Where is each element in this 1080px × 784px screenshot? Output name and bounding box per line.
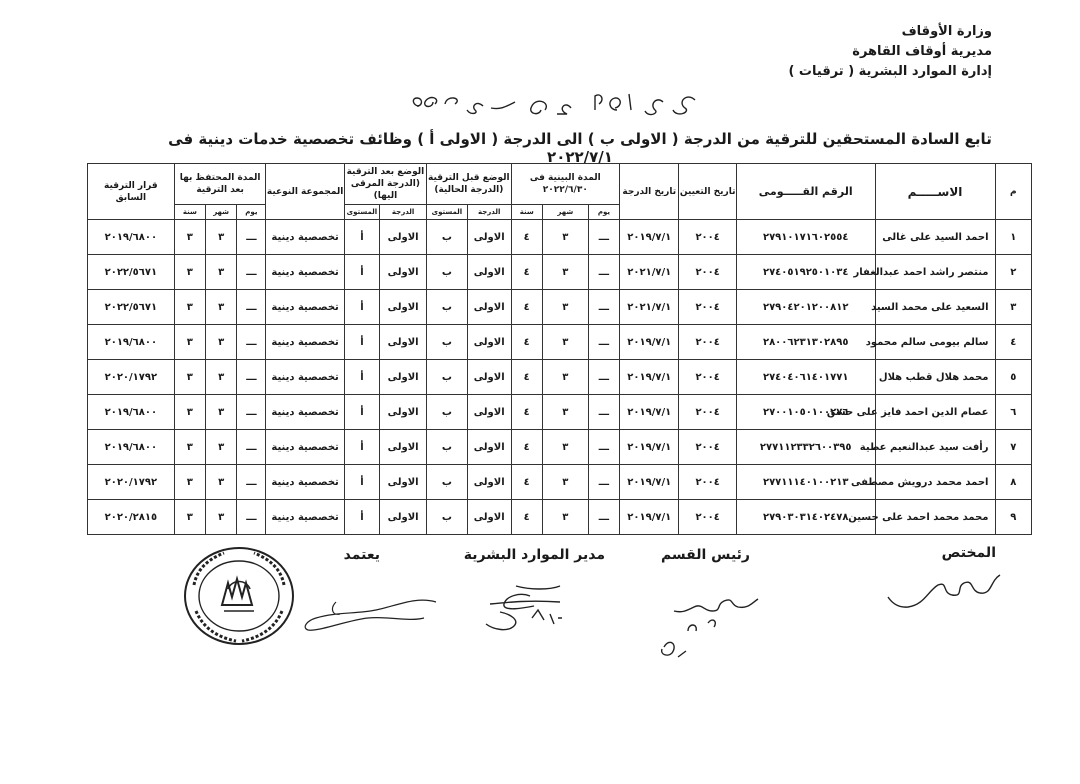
cell-retained-year: ٣ [174, 360, 205, 395]
cell-name: عصام الدين احمد فايز على حسن [875, 395, 995, 430]
cell-m: ٩ [995, 500, 1032, 535]
table-row [88, 325, 1032, 360]
cell-appointment-date: ٢٠٠٤ [679, 395, 736, 430]
cell-after-level: أ [344, 290, 379, 325]
cell-interval-month: ٣ [542, 430, 588, 465]
cell-before-grade: الاولى [467, 465, 511, 500]
cell-before-level: ب [427, 430, 468, 465]
cell-group: تخصصية دينية [266, 255, 344, 290]
cell-appointment-date: ٢٠٠٤ [679, 430, 736, 465]
cell-prev-decision: ٢٠١٩/٦٨٠٠ [88, 220, 175, 255]
header-line-directorate: مديرية أوقاف القاهرة [852, 44, 992, 59]
cell-interval-month: ٣ [542, 255, 588, 290]
cell-before-level: ب [427, 220, 468, 255]
table-row [88, 360, 1032, 395]
cell-retained-year: ٣ [174, 395, 205, 430]
cell-after-level: أ [344, 465, 379, 500]
cell-national-id: ٢٧٩٠٤٢٠١٢٠٠٨١٢ [736, 290, 875, 325]
cell-after-grade: الاولى [380, 395, 427, 430]
cell-interval-month: ٣ [542, 220, 588, 255]
cell-after-level: أ [344, 220, 379, 255]
cell-national-id: ٢٧٤٠٥١٩٢٥٠١٠٣٤ [736, 255, 875, 290]
cell-before-level: ب [427, 290, 468, 325]
subcol-after-grade: الدرجة [380, 205, 427, 220]
cell-appointment-date: ٢٠٠٤ [679, 465, 736, 500]
cell-interval-year: ٤ [511, 360, 542, 395]
cell-national-id: ٢٧٩١٠١٧١٦٠٢٥٥٤ [736, 220, 875, 255]
promotion-table [87, 163, 1032, 535]
table-body [88, 220, 1032, 535]
cell-name: احمد محمد درويش مصطفى [875, 465, 995, 500]
cell-grade-date: ٢٠١٩/٧/١ [620, 325, 679, 360]
cell-m: ١ [995, 220, 1032, 255]
cell-prev-decision: ٢٠٢٢/٥٦٧١ [88, 255, 175, 290]
cell-interval-year: ٤ [511, 500, 542, 535]
cell-interval-year: ٤ [511, 290, 542, 325]
cell-before-grade: الاولى [467, 325, 511, 360]
table-row [88, 430, 1032, 465]
cell-grade-date: ٢٠١٩/٧/١ [620, 360, 679, 395]
cell-prev-decision: ٢٠٢٢/٥٦٧١ [88, 290, 175, 325]
cell-after-grade: الاولى [380, 325, 427, 360]
cell-name: رأفت سيد عبدالنعيم عطية [875, 430, 995, 465]
subcol-before-grade: الدرجة [467, 205, 511, 220]
cell-retained-year: ٣ [174, 430, 205, 465]
cell-before-level: ب [427, 465, 468, 500]
cell-retained-month: ٣ [206, 360, 237, 395]
cell-group: تخصصية دينية [266, 430, 344, 465]
cell-prev-decision: ٢٠١٩/٦٨٠٠ [88, 395, 175, 430]
cell-prev-decision: ٢٠٢٠/٢٨١٥ [88, 500, 175, 535]
cell-before-grade: الاولى [467, 255, 511, 290]
cell-retained-day: ـــ [237, 325, 266, 360]
cell-before-level: ب [427, 360, 468, 395]
cell-prev-decision: ٢٠١٩/٦٨٠٠ [88, 430, 175, 465]
signature-label-section-head: رئيس القسم [660, 547, 750, 563]
cell-interval-year: ٤ [511, 220, 542, 255]
cell-national-id: ٢٧٧١١٢٣٣٢٦٠٠٣٩٥ [736, 430, 875, 465]
cell-after-grade: الاولى [380, 220, 427, 255]
cell-before-level: ب [427, 500, 468, 535]
cell-retained-year: ٣ [174, 325, 205, 360]
cell-grade-date: ٢٠٢١/٧/١ [620, 290, 679, 325]
cell-after-grade: الاولى [380, 290, 427, 325]
cell-retained-month: ٣ [206, 500, 237, 535]
cell-after-level: أ [344, 255, 379, 290]
col-group: المجموعة النوعية [266, 164, 344, 220]
cell-before-grade: الاولى [467, 290, 511, 325]
cell-after-level: أ [344, 360, 379, 395]
cell-interval-month: ٣ [542, 290, 588, 325]
header-line-department: إدارة الموارد البشرية ( ترقيات ) [788, 64, 992, 79]
cell-grade-date: ٢٠١٩/٧/١ [620, 430, 679, 465]
cell-appointment-date: ٢٠٠٤ [679, 220, 736, 255]
cell-before-level: ب [427, 255, 468, 290]
cell-after-grade: الاولى [380, 500, 427, 535]
document-title: تابع السادة المستحقين للترقية من الدرجة ( الاولى ب ) الى الدرجة ( الاولى أ ) وظائف تخصصية خدمات دينية فى ٢٠٢٢/٧/١ [168, 130, 992, 166]
cell-prev-decision: ٢٠٢٠/١٧٩٢ [88, 360, 175, 395]
cell-retained-day: ـــ [237, 395, 266, 430]
col-before: الوضع قبل الترقية (الدرجة الحالية) [427, 164, 511, 205]
cell-national-id: ٢٧٧١١١٤٠١٠٠٢١٣ [736, 465, 875, 500]
cell-appointment-date: ٢٠٠٤ [679, 255, 736, 290]
cell-retained-month: ٣ [206, 325, 237, 360]
cell-name: احمد السيد على غالى [875, 220, 995, 255]
table-row [88, 465, 1032, 500]
cell-m: ٨ [995, 465, 1032, 500]
cell-name: محمد هلال قطب هلال [875, 360, 995, 395]
cell-interval-day: ـــ [588, 430, 619, 465]
cell-interval-year: ٤ [511, 325, 542, 360]
cell-retained-month: ٣ [206, 220, 237, 255]
cell-group: تخصصية دينية [266, 220, 344, 255]
subcol-retained-day: يوم [237, 205, 266, 220]
cell-before-grade: الاولى [467, 360, 511, 395]
cell-retained-day: ـــ [237, 430, 266, 465]
cell-group: تخصصية دينية [266, 500, 344, 535]
signature-label-specialist: المختص [941, 545, 996, 561]
cell-interval-year: ٤ [511, 255, 542, 290]
table-row [88, 290, 1032, 325]
subcol-retained-month: شهر [206, 205, 237, 220]
cell-interval-year: ٤ [511, 430, 542, 465]
cell-group: تخصصية دينية [266, 360, 344, 395]
cell-name: سالم بيومى سالم محمود [875, 325, 995, 360]
cell-before-grade: الاولى [467, 395, 511, 430]
cell-retained-day: ـــ [237, 465, 266, 500]
cell-retained-day: ـــ [237, 360, 266, 395]
cell-before-grade: الاولى [467, 220, 511, 255]
cell-name: السعيد على محمد السيد [875, 290, 995, 325]
cell-after-grade: الاولى [380, 430, 427, 465]
cell-retained-year: ٣ [174, 500, 205, 535]
cell-name: محمد محمد احمد على حسين [875, 500, 995, 535]
signature-label-hr-manager: مدير الموارد البشرية [463, 547, 605, 563]
col-after: الوضع بعد الترقية (الدرجة المرقى اليها) [344, 164, 426, 205]
cell-retained-month: ٣ [206, 290, 237, 325]
cell-name: منتصر راشد احمد عبدالغفار [875, 255, 995, 290]
cell-prev-decision: ٢٠٢٠/١٧٩٢ [88, 465, 175, 500]
col-prev-decision: قرار الترقية السابق [88, 164, 175, 220]
col-retained: المدة المحتفظ بها بعد الترقية [174, 164, 266, 205]
cell-after-grade: الاولى [380, 465, 427, 500]
cell-after-level: أ [344, 430, 379, 465]
cell-group: تخصصية دينية [266, 395, 344, 430]
cell-grade-date: ٢٠١٩/٧/١ [620, 465, 679, 500]
signature-specialist-scribble [880, 565, 1010, 615]
subcol-retained-year: سنة [174, 205, 205, 220]
col-interval: المدة البينية فى ٢٠٢٢/٦/٣٠ [511, 164, 619, 205]
cell-m: ٦ [995, 395, 1032, 430]
cell-retained-year: ٣ [174, 220, 205, 255]
table-row [88, 255, 1032, 290]
cell-after-level: أ [344, 395, 379, 430]
subcol-interval-month: شهر [542, 205, 588, 220]
cell-after-grade: الاولى [380, 360, 427, 395]
cell-national-id: ٢٧٤٠٤٠٦١٤٠١٧٧١ [736, 360, 875, 395]
cell-before-grade: الاولى [467, 500, 511, 535]
cell-interval-day: ـــ [588, 220, 619, 255]
cell-m: ٧ [995, 430, 1032, 465]
cell-interval-day: ـــ [588, 290, 619, 325]
cell-interval-month: ٣ [542, 395, 588, 430]
cell-interval-year: ٤ [511, 465, 542, 500]
cell-retained-year: ٣ [174, 290, 205, 325]
cell-retained-month: ٣ [206, 255, 237, 290]
signature-hr-manager-scribble [470, 578, 590, 638]
cell-grade-date: ٢٠١٩/٧/١ [620, 500, 679, 535]
cell-interval-month: ٣ [542, 325, 588, 360]
cell-after-level: أ [344, 500, 379, 535]
cell-before-level: ب [427, 325, 468, 360]
cell-grade-date: ٢٠١٩/٧/١ [620, 220, 679, 255]
cell-grade-date: ٢٠١٩/٧/١ [620, 395, 679, 430]
subcol-interval-day: يوم [588, 205, 619, 220]
cell-prev-decision: ٢٠١٩/٦٨٠٠ [88, 325, 175, 360]
cell-before-level: ب [427, 395, 468, 430]
cell-appointment-date: ٢٠٠٤ [679, 325, 736, 360]
cell-interval-day: ـــ [588, 465, 619, 500]
signature-label-approved: يعتمد [343, 547, 380, 563]
cell-national-id: ٢٨٠٠٦٢٣١٣٠٢٨٩٥ [736, 325, 875, 360]
cell-retained-day: ـــ [237, 290, 266, 325]
subcol-interval-year: سنة [511, 205, 542, 220]
cell-interval-year: ٤ [511, 395, 542, 430]
col-appointment-date: تاريخ التعيين [679, 164, 736, 220]
ministry-stamp-icon [182, 545, 297, 647]
cell-m: ٥ [995, 360, 1032, 395]
cell-after-level: أ [344, 325, 379, 360]
subcol-before-level: المستوى [427, 205, 468, 220]
cell-before-grade: الاولى [467, 430, 511, 465]
cell-interval-month: ٣ [542, 465, 588, 500]
cell-after-grade: الاولى [380, 255, 427, 290]
cell-retained-day: ـــ [237, 500, 266, 535]
cell-appointment-date: ٢٠٠٤ [679, 360, 736, 395]
cell-group: تخصصية دينية [266, 465, 344, 500]
cell-retained-month: ٣ [206, 395, 237, 430]
cell-retained-year: ٣ [174, 255, 205, 290]
ministry-header [788, 22, 992, 82]
cell-m: ٣ [995, 290, 1032, 325]
table-row [88, 395, 1032, 430]
cell-retained-year: ٣ [174, 465, 205, 500]
handwritten-note [395, 88, 715, 122]
table-row [88, 220, 1032, 255]
cell-group: تخصصية دينية [266, 290, 344, 325]
cell-national-id: ٢٧٠٠١٠٥٠١٠٠٢٧٦ [736, 395, 875, 430]
cell-retained-day: ـــ [237, 220, 266, 255]
subcol-after-level: المستوى [344, 205, 379, 220]
cell-m: ٤ [995, 325, 1032, 360]
cell-interval-day: ـــ [588, 500, 619, 535]
signature-approval-scribble [296, 588, 446, 638]
cell-retained-month: ٣ [206, 465, 237, 500]
cell-interval-day: ـــ [588, 360, 619, 395]
cell-interval-month: ٣ [542, 360, 588, 395]
cell-group: تخصصية دينية [266, 325, 344, 360]
cell-interval-day: ـــ [588, 255, 619, 290]
col-grade-date: تاريخ الدرجة [620, 164, 679, 220]
col-name: الاســـــم [875, 164, 995, 220]
header-line-ministry: وزارة الأوقاف [901, 24, 992, 39]
cell-interval-day: ـــ [588, 325, 619, 360]
table-row [88, 500, 1032, 535]
cell-interval-month: ٣ [542, 500, 588, 535]
cell-national-id: ٢٧٩٠٣٠٣١٤٠٢٤٧٨ [736, 500, 875, 535]
cell-grade-date: ٢٠٢١/٧/١ [620, 255, 679, 290]
col-m: م [995, 164, 1032, 220]
col-national-id: الرقم القـــــومى [736, 164, 875, 220]
cell-interval-day: ـــ [588, 395, 619, 430]
cell-m: ٢ [995, 255, 1032, 290]
cell-retained-day: ـــ [237, 255, 266, 290]
cell-appointment-date: ٢٠٠٤ [679, 290, 736, 325]
cell-retained-month: ٣ [206, 430, 237, 465]
cell-appointment-date: ٢٠٠٤ [679, 500, 736, 535]
signature-section-head-scribble [648, 585, 768, 665]
